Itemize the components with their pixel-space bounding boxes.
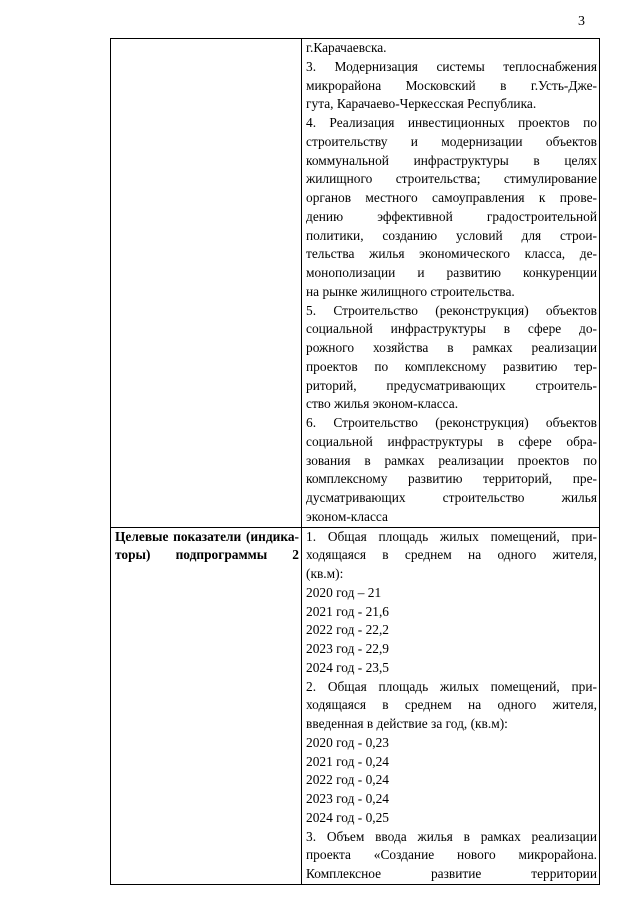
text-line: 4. Реализация инвестиционных проектов по <box>306 115 597 130</box>
text-line: микрорайона Московский в г.Усть-Дже- <box>306 77 597 93</box>
text-line: проекта «Создание нового микрорайона. <box>306 847 597 863</box>
text-line: жилищного строительства; стимулирование <box>306 171 597 187</box>
text-line: социальной инфраструктуры в сфере до- <box>306 321 597 337</box>
text-line: органов местного самоуправления к прове- <box>306 190 597 205</box>
row-label-cell <box>111 39 302 528</box>
text-line: г.Карачаевска. <box>306 40 387 55</box>
text-line: дусматривающих строительство жилья <box>306 490 597 505</box>
text-line: 2020 год - 0,23 <box>306 734 389 750</box>
text-line: 2021 год - 21,6 <box>306 603 389 619</box>
text-line: 1. Общая площадь жилых помещений, при- <box>306 528 597 544</box>
text-line: 3. Объем ввода жилья в рамках реализации <box>306 828 597 844</box>
text-line: 2024 год - 23,5 <box>306 659 389 675</box>
text-line: ство жилья эконом-класса. <box>306 396 459 412</box>
subprogram-passport-table <box>110 38 600 885</box>
text-line: 2021 год - 0,24 <box>306 753 389 769</box>
table-row <box>111 527 600 884</box>
text-line: монополизации и развитию конкуренции <box>306 265 597 280</box>
text-line: Целевые показатели (индика- <box>115 528 299 544</box>
text-line: 5. Строительство (реконструкция) объектов <box>306 302 597 318</box>
target-indicators-label <box>111 527 302 884</box>
text-line: на рынке жилищного строительства. <box>306 283 515 299</box>
text-line: 2023 год - 22,9 <box>306 641 389 656</box>
text-line: эконом-класса <box>306 508 388 524</box>
text-line: 2023 год - 0,24 <box>306 791 389 806</box>
text-line: проектов по комплексному развитию тер- <box>306 358 597 374</box>
text-line: ходящаяся в среднем на одного жителя, <box>306 697 597 713</box>
text-line: торы) подпрограммы 2 <box>115 547 299 563</box>
text-line: 2. Общая площадь жилых помещений, при- <box>306 678 597 694</box>
text-line: коммунальной инфраструктуры в целях <box>306 152 597 168</box>
table-row <box>111 39 600 528</box>
text-line: рожного хозяйства в рамках реализации <box>306 340 597 355</box>
text-line: комплексному развитию территорий, пре- <box>306 471 597 487</box>
text-line: ходящаяся в среднем на одного жителя, <box>306 547 597 563</box>
text-line: дению эффективной градостроительной <box>306 208 597 224</box>
text-line: политики, созданию условий для строи- <box>306 227 597 243</box>
target-indicators-content <box>302 527 600 884</box>
text-line: 3. Модернизация системы теплоснабжения <box>306 58 597 74</box>
text-line: строительству и модернизации объектов <box>306 133 597 149</box>
text-line: гута, Карачаево-Черкесская Республика. <box>306 96 537 112</box>
text-line: 2022 год - 0,24 <box>306 772 389 788</box>
text-line: риторий, предусматривающих строитель- <box>306 377 597 393</box>
text-line: 2022 год - 22,2 <box>306 622 389 638</box>
text-line: 2020 год – 21 <box>306 584 382 600</box>
text-line: (кв.м): <box>306 566 344 581</box>
text-line: 6. Строительство (реконструкция) объектов <box>306 415 597 430</box>
row-content-cell <box>302 39 600 528</box>
text-line: социальной инфраструктуры в сфере обра- <box>306 433 597 449</box>
text-line: 2024 год - 0,25 <box>306 809 389 825</box>
text-line: зования в рамках реализации проектов по <box>306 452 597 468</box>
text-line: введенная в действие за год, (кв.м): <box>306 716 508 731</box>
text-line: Комплексное развитие территории <box>306 866 597 881</box>
text-line: тельства жилья экономического класса, де- <box>306 246 597 262</box>
page-number: 3 <box>578 14 585 29</box>
